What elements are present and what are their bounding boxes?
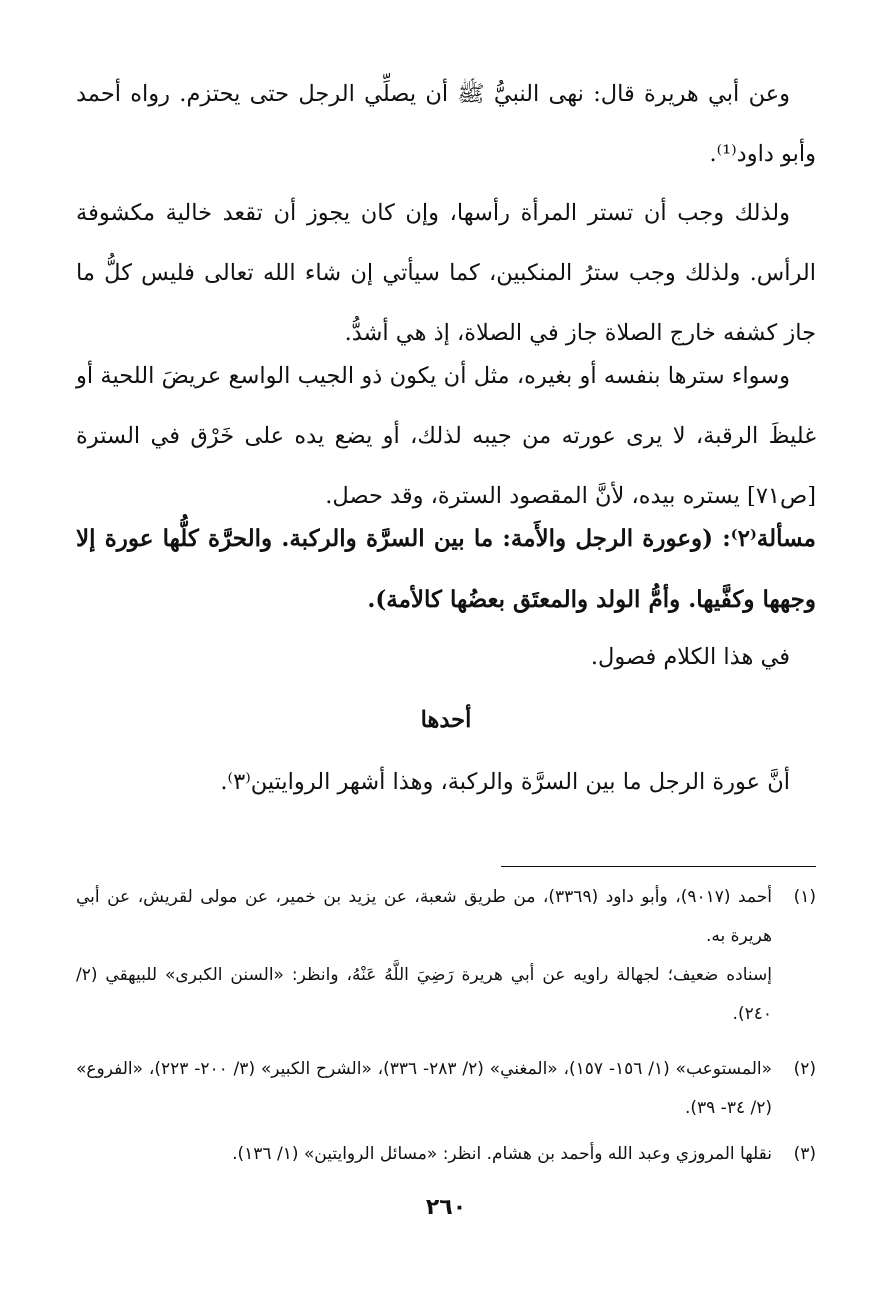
paragraph-hadith: وعن أبي هريرة قال: نهى النبيُّ ﷺ أن يصلِّي الرجل حتى يحتزم. رواه أحمد وأبو داود⁽¹⁾.	[76, 81, 816, 167]
footnote-separator	[501, 866, 816, 867]
masala-statement: مسألة⁽٢⁾: (وعورة الرجل والأَمة: ما بين السرَّة والركبة. والحرَّة كلُّها عورة إلا وجهها وكفَّيها. وأمُّ الولد والمعتَق بعضُها كالأمة).	[76, 525, 816, 613]
paragraph-head-covering: ولذلك وجب أن تستر المرأة رأسها، وإن كان يجوز أن تقعد خالية مكشوفة الرأس. ولذلك وجب سترُ المنكبين، كما سيأتي إن شاء الله تعالى فليس كلُّ ما جاز كشفه خارج الصلاة جاز في الصلاة، إذ هي أشدُّ.	[76, 200, 816, 346]
footnote-number: (٢)	[793, 1059, 816, 1079]
footnote-line: إسناده ضعيف؛ لجهالة راويه عن أبي هريرة رَضِيَ اللَّهُ عَنْهُ، وانظر: «السنن الكبرى» للبيهقي (٢/ ٢٤٠).	[76, 965, 772, 1024]
footnote-2	[76, 1050, 816, 1128]
paragraph-first-point: أنَّ عورة الرجل ما بين السرَّة والركبة، وهذا أشهر الروايتين⁽٣⁾.	[220, 769, 790, 795]
footnote-line: أحمد (٩٠١٧)، وأبو داود (٣٣٦٩)، من طريق شعبة، عن يزيد بن خمير، عن مولى لقريش، عن أبي هريرة به.	[76, 887, 772, 946]
footnote-number: (١)	[793, 887, 816, 907]
section-heading: أحدها	[420, 707, 472, 733]
footnote-line: نقلها المروزي وعبد الله وأحمد بن هشام. انظر: «مسائل الروايتين» (١/ ١٣٦).	[232, 1144, 772, 1164]
paragraph-covering-means: وسواء سترها بنفسه أو بغيره، مثل أن يكون ذو الجيب الواسع عريضَ اللحية أو غليظَ الرقبة، لا يرى عورته من جيبه لذلك، أو يضع يده على خَرْق في السترة [ص٧١] يستره بيده، لأنَّ المقصود السترة، وقد حصل.	[76, 363, 816, 509]
footnote-1	[76, 878, 816, 1034]
paragraph-intro: في هذا الكلام فصول.	[590, 644, 790, 670]
page-number: ٢٦٠	[425, 1195, 467, 1220]
footnote-number: (٣)	[793, 1144, 816, 1164]
footnote-line: «المستوعب» (١/ ١٥٦- ١٥٧)، «المغني» (٢/ ٢٨٣- ٣٣٦)، «الشرح الكبير» (٣/ ٢٠٠- ٢٢٣)، «الفروع» (٢/ ٣٤- ٣٩).	[76, 1059, 773, 1118]
footnote-3	[76, 1135, 816, 1174]
